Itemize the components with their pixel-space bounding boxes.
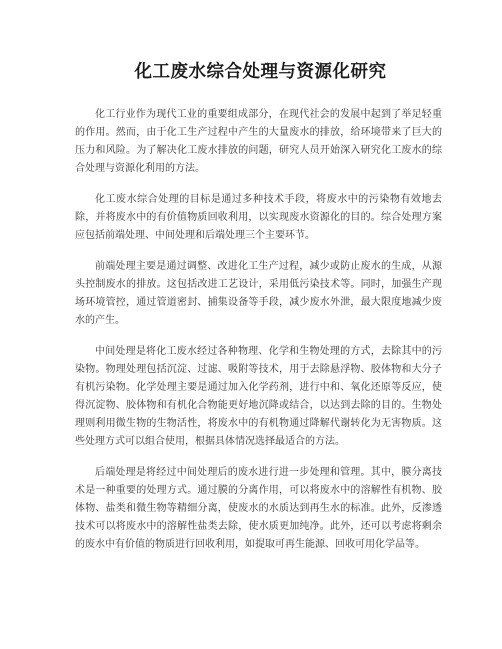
paragraph-goal: 化工废水综合处理的目标是通过多种技术手段，将废水中的污染物有效地去除，并将废水中的有价值物质回收利用，以实现废水资源化的目的。综合处理方案应包括前端处理、中间处理和后端处理三个主要环节。 xyxy=(75,194,442,241)
paragraph-intermediate: 中间处理是将化工废水经过各种物理、化学和生物处理的方式，去除其中的污染物。物理处理包括沉淀、过滤、吸附等技术，用于去除悬浮物、胶体物和大分子有机污染物。化学处理主要是通过加入化学药剂，进行中和、氧化还原等反应，使得沉淀物、胶体物和有机化合物能更好地沉降或结合，以达到去除的目的。生物处理则利用微生物的生物活性，将废水中的有机物通过降解代谢转化为无害物质。这些处理方式可以组合使用，根据具体情况选择最适合的方法。 xyxy=(75,346,442,447)
paragraph-back-end: 后端处理是将经过中间处理后的废水进行进一步处理和管理。其中，膜分离技术是一种重要的处理方式。通过膜的分离作用，可以将废水中的溶解性有机物、胶体物、盐类和微生物等精细分离，使废水的水质达到再生水的标准。此外，反渗透技术可以将废水中的溶解性盐类去除，使水质更加纯净。此外，还可以考虑将剩余的废水中有价值的物质进行回收利用，如提取可再生能源、回收可用化学品等。 xyxy=(75,467,442,550)
document-title: 化工废水综合处理与资源化研究 xyxy=(134,62,387,82)
paragraph-intro: 化工行业作为现代工业的重要组成部分，在现代社会的发展中起到了举足轻重的作用。然而，由于化工生产过程中产生的大量废水的排放，给环境带来了巨大的压力和风险。为了解决化工废水排放的问题，研究人员开始深入研究化工废水的综合处理与资源化利用的方法。 xyxy=(75,109,442,174)
paragraph-front-end: 前端处理主要是通过调整、改进化工生产过程，减少或防止废水的生成，从源头控制废水的排放。这包括改进工艺设计，采用低污染技术等。同时，加强生产现场环境管控，通过管道密封、捕集设备等手段，减少废水外泄，最大限度地减少废水的产生。 xyxy=(75,261,442,326)
